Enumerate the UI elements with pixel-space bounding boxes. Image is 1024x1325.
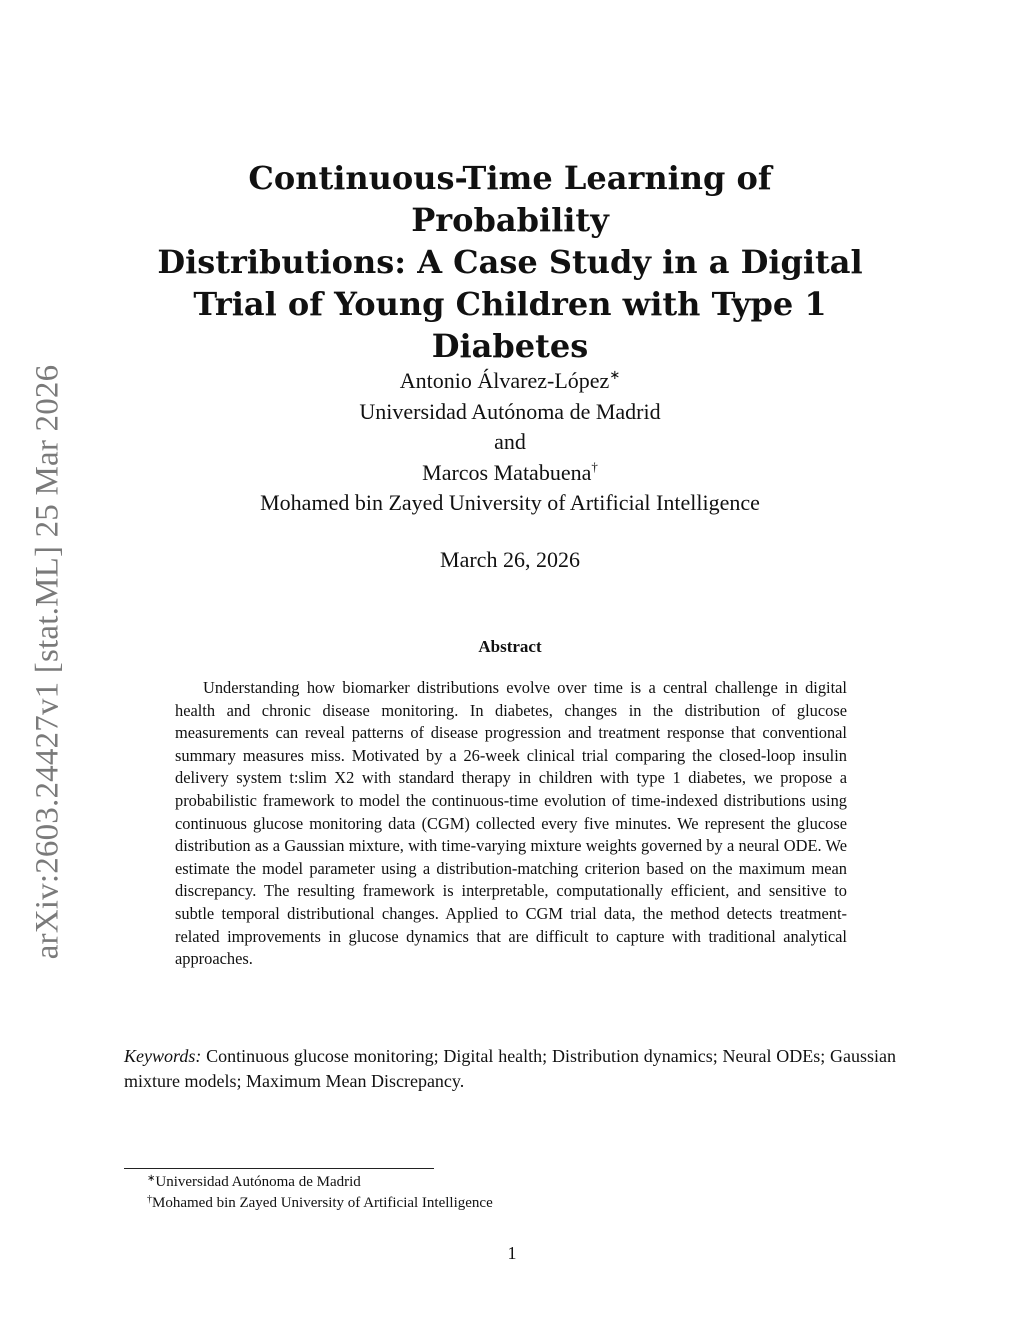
- title-line-1: Continuous-Time Learning of Probability: [248, 159, 772, 239]
- author-1: [150, 366, 870, 397]
- footnote-1: [147, 1172, 493, 1193]
- page-number: 1: [507, 1243, 517, 1263]
- footnote-1-text: Universidad Autónoma de Madrid: [155, 1174, 361, 1190]
- paper-title: [150, 157, 870, 367]
- keywords-text: Continuous glucose monitoring; Digital health; Distribution dynamics; Neural ODEs; Gaussian mixture models; Maximum Mean Discrepancy.: [124, 1046, 896, 1091]
- footnotes: [147, 1172, 493, 1214]
- arxiv-identifier-stamp: arXiv:2603.24427v1 [stat.ML] 25 Mar 2026: [29, 364, 66, 960]
- author-2-footnote-mark: †: [591, 458, 598, 474]
- author-2: [150, 458, 870, 489]
- footnote-2-text: Mohamed bin Zayed University of Artificial Intelligence: [152, 1195, 493, 1211]
- abstract-heading: Abstract: [478, 637, 542, 656]
- author-1-name: Antonio Álvarez-López: [399, 368, 610, 393]
- author-2-affiliation: Mohamed bin Zayed University of Artificial Intelligence: [260, 490, 760, 515]
- publication-date: March 26, 2026: [440, 547, 580, 572]
- author-block: [150, 366, 870, 519]
- abstract-body: Understanding how biomarker distributions evolve over time is a central challenge in digital health and chronic disease monitoring. In diabetes, changes in the distribution of glucose measurements can reveal patterns of disease progression and treatment response that conventional summary measures miss. Motivated by a 26-week clinical trial comparing the closed-loop insulin delivery system t:slim X2 with standard therapy in children with type 1 diabetes, we propose a probabilistic framework to model the continuous-time evolution of time-indexed distributions using continuous glucose monitoring data (CGM) collected every five minutes. We represent the glucose distribution as a Gaussian mixture, with time-varying mixture weights governed by a neural ODE. We estimate the model parameter using a distribution-matching criterion based on the maximum mean discrepancy. The resulting framework is interpretable, computationally efficient, and sensitive to subtle temporal distributional changes. Applied to CGM trial data, the method detects treatment-related improvements in glucose dynamics that are difficult to capture with traditional analytical approaches.: [175, 678, 847, 969]
- title-line-2: Distributions: A Case Study in a Digital: [157, 243, 863, 281]
- author-1-affiliation: Universidad Autónoma de Madrid: [359, 398, 661, 424]
- keywords-label: Keywords:: [124, 1046, 202, 1066]
- footnote-2: [147, 1193, 493, 1214]
- title-line-4: Diabetes: [431, 327, 589, 365]
- footnote-divider: [124, 1168, 434, 1169]
- author-2-name: Marcos Matabuena: [422, 459, 592, 485]
- keywords-paragraph: [124, 1044, 896, 1094]
- footnote-1-mark: ∗: [147, 1173, 156, 1184]
- author-1-footnote-mark: ∗: [609, 367, 621, 382]
- title-line-3: Trial of Young Children with Type 1: [193, 285, 827, 323]
- author-conjunction: and: [494, 429, 526, 454]
- footnote-2-mark: †: [147, 1194, 152, 1205]
